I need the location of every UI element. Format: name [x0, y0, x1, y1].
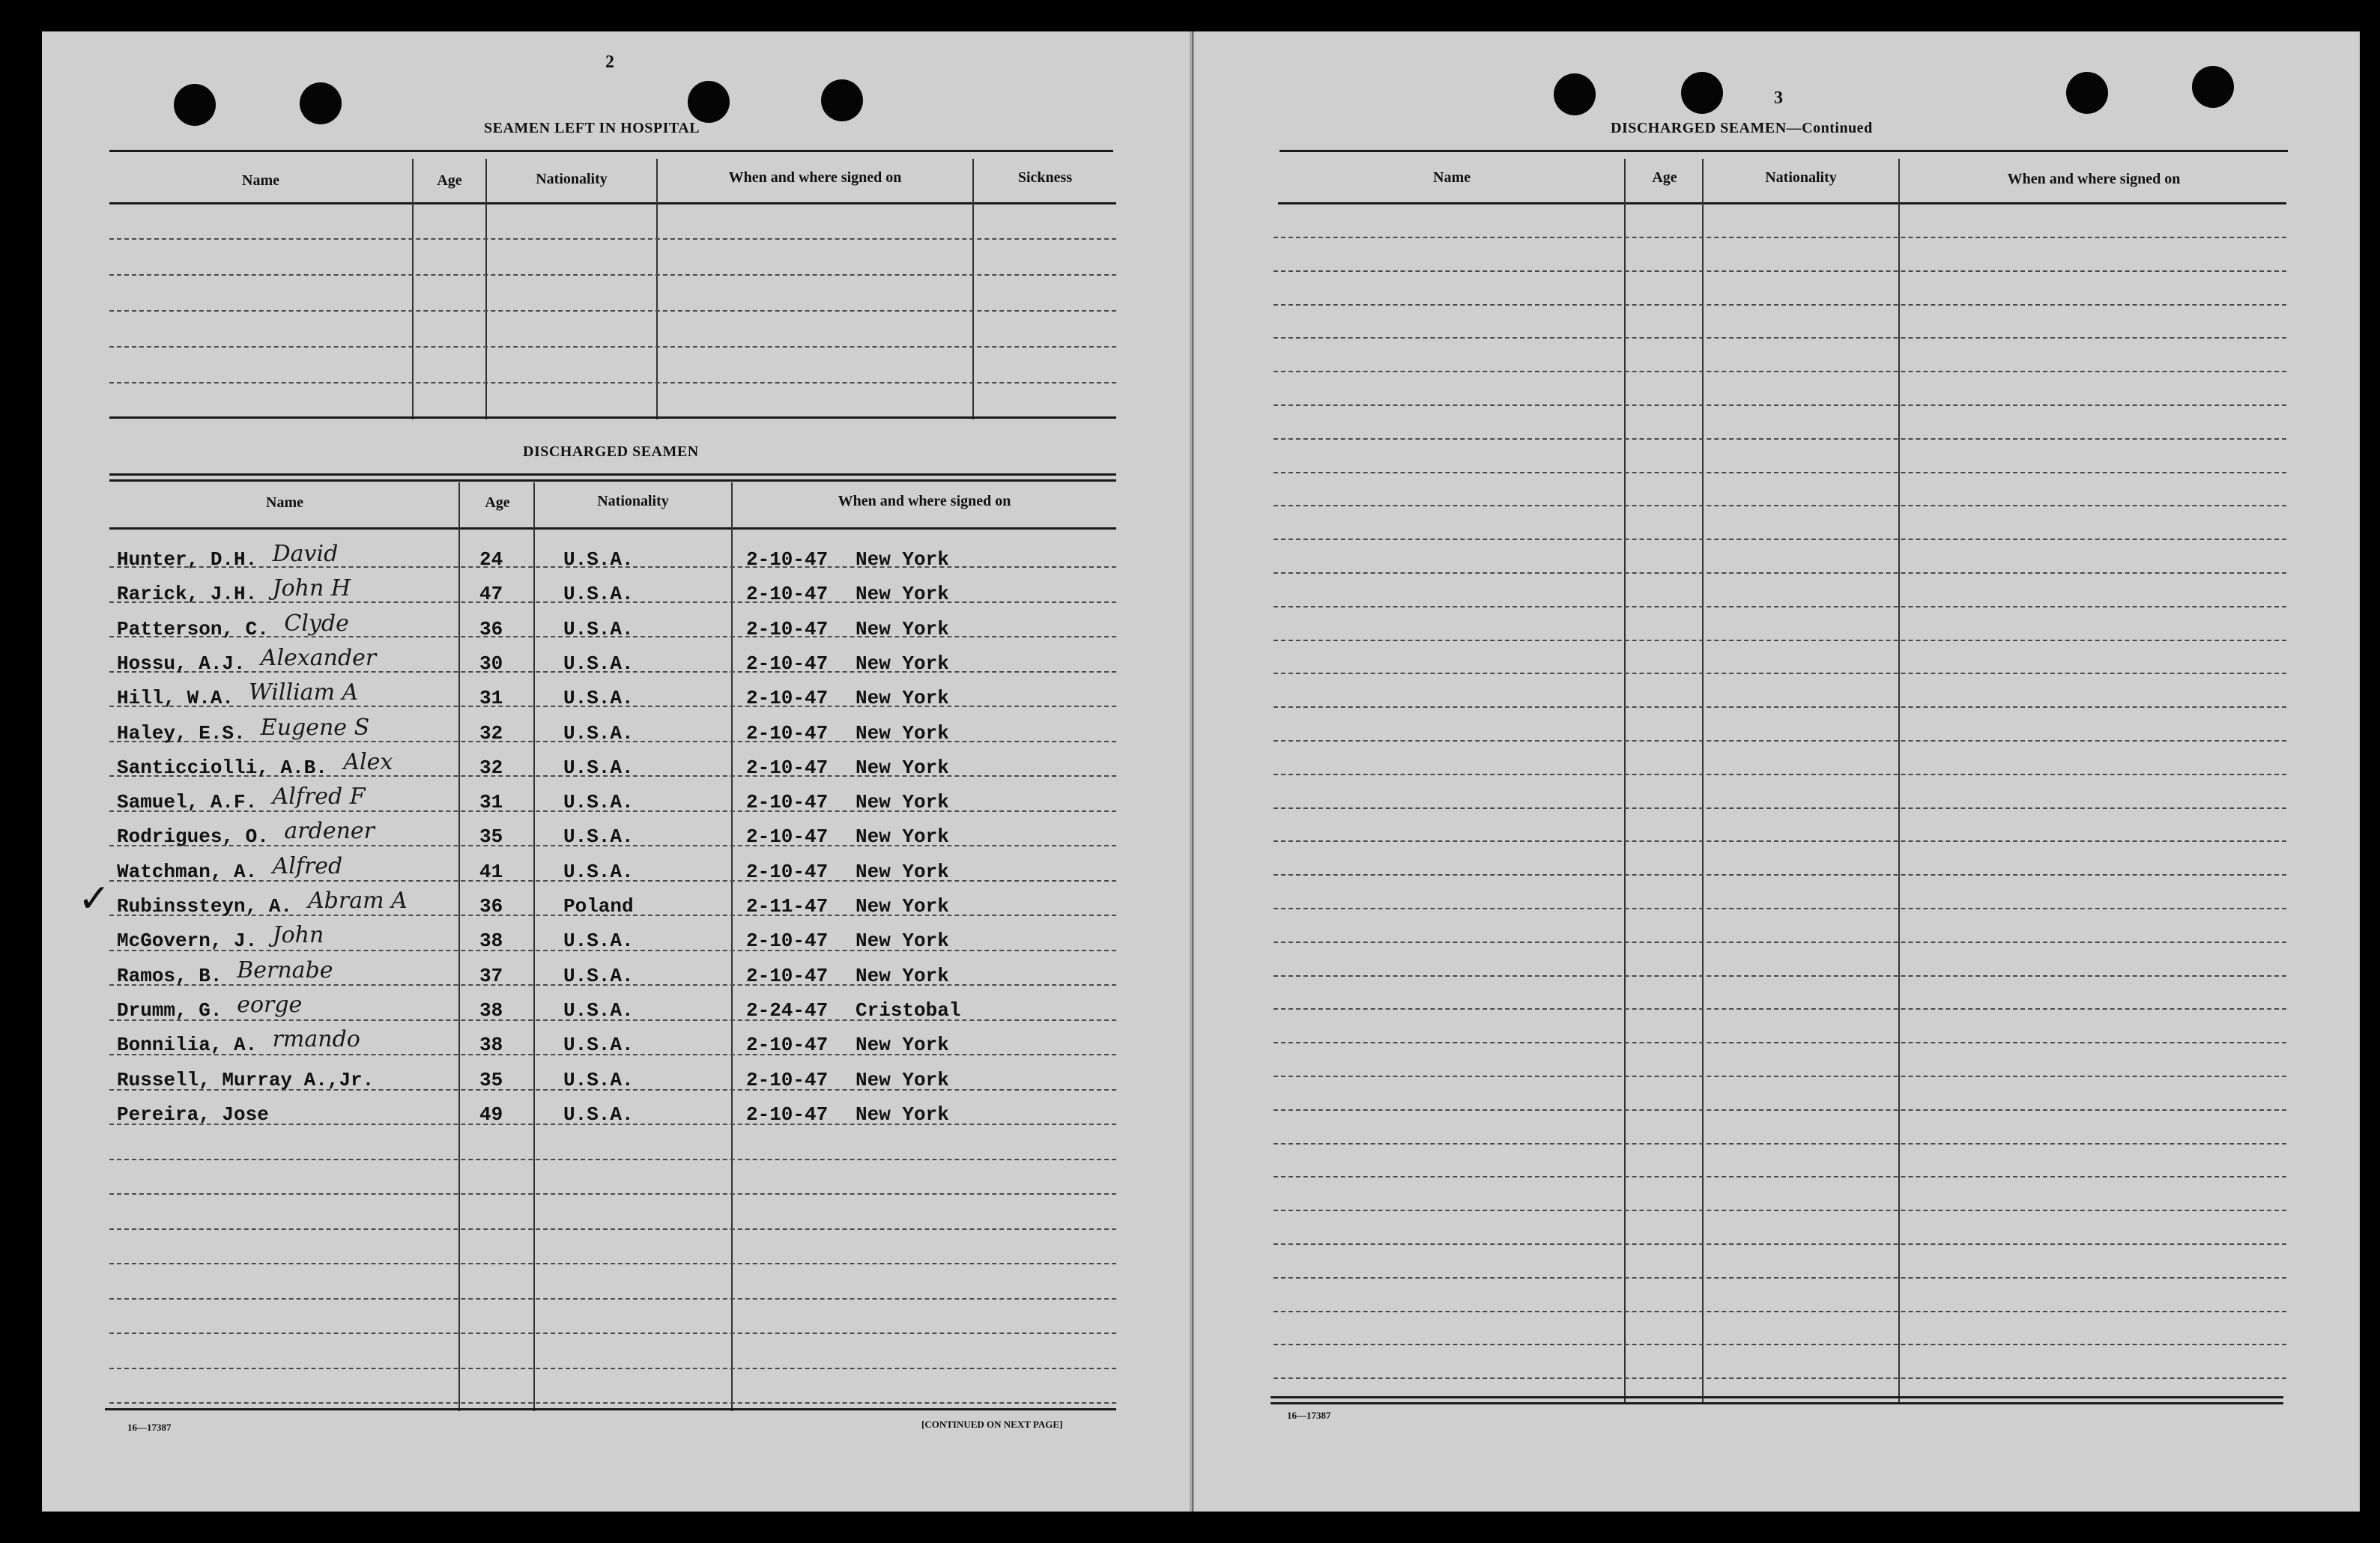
seaman-name: Watchman, A.	[117, 860, 258, 883]
seaman-signed-place: New York	[856, 617, 949, 640]
seaman-handwritten-name: William A	[249, 679, 359, 706]
right-bottom-rule	[1271, 1396, 2283, 1398]
seaman-signed-date: 2-10-47	[746, 652, 829, 675]
seaman-age: 35	[479, 1068, 503, 1091]
right-row-line	[1274, 774, 2286, 777]
seaman-signed-place: New York	[856, 1034, 949, 1057]
right-row-line	[1274, 1076, 2286, 1079]
seaman-age: 32	[479, 721, 503, 745]
right-vline	[1624, 159, 1626, 1404]
right-vline	[1898, 159, 1900, 1404]
right-row-line	[1274, 1109, 2286, 1112]
right-row-line	[1274, 438, 2286, 441]
seaman-handwritten-name: Alex	[343, 748, 393, 775]
right-row-line	[1274, 1143, 2286, 1146]
punch-hole	[2066, 72, 2108, 114]
right-vline	[1702, 159, 1704, 1404]
seaman-nationality: U.S.A.	[563, 583, 634, 606]
seaman-age: 47	[479, 583, 503, 606]
seaman-nationality: U.S.A.	[563, 687, 634, 710]
page-number-left: 2	[605, 52, 614, 72]
seaman-signed-place: New York	[856, 825, 949, 849]
hospital-header-rule	[109, 202, 1116, 204]
right-title-suffix: —Continued	[1786, 120, 1873, 136]
seaman-signed-place: New York	[856, 964, 949, 987]
seaman-handwritten-name: Alfred	[272, 852, 343, 879]
right-row-line	[1274, 740, 2286, 743]
seaman-nationality: U.S.A.	[563, 1103, 634, 1126]
discharged-row-line	[109, 1228, 1116, 1231]
seaman-nationality: U.S.A.	[563, 825, 634, 849]
seaman-handwritten-name: ardener	[284, 818, 375, 845]
seaman-signed-place: New York	[856, 895, 949, 918]
seaman-nationality: U.S.A.	[563, 791, 634, 814]
hospital-vline	[656, 159, 658, 419]
right-col-name: Name	[1433, 169, 1471, 186]
right-row-line	[1274, 1311, 2286, 1314]
right-row-line	[1274, 975, 2286, 978]
hospital-title: SEAMEN LEFT IN HOSPITAL	[484, 120, 700, 136]
footer-continued: [CONTINUED ON NEXT PAGE]	[921, 1419, 1063, 1430]
hospital-vline	[485, 159, 487, 419]
discharged-top-rule	[109, 473, 1116, 476]
right-bottom-rule-2	[1271, 1402, 2283, 1404]
discharged-col-signed: When and where signed on	[838, 493, 1011, 509]
seaman-age: 30	[479, 652, 503, 675]
seaman-age: 37	[479, 964, 503, 987]
discharged-col-nationality: Nationality	[597, 493, 669, 509]
punch-hole	[300, 82, 342, 124]
seaman-signed-place: Cristobal	[856, 998, 961, 1022]
hospital-col-name: Name	[242, 172, 279, 189]
seaman-name: McGovern, J.	[117, 930, 258, 953]
page-number-right: 3	[1774, 88, 1783, 108]
discharged-row-line	[109, 1193, 1116, 1196]
seaman-handwritten-name: Abram A	[308, 888, 408, 914]
page-fold	[1190, 31, 1193, 1512]
seaman-handwritten-name: Clyde	[284, 610, 349, 637]
right-row-line	[1274, 270, 2286, 273]
seaman-age: 41	[479, 860, 503, 883]
seaman-age: 38	[479, 1034, 503, 1057]
seaman-nationality: U.S.A.	[563, 721, 634, 745]
seaman-nationality: U.S.A.	[563, 756, 634, 779]
punch-hole	[2192, 66, 2234, 108]
discharged-top-rule-2	[109, 479, 1116, 482]
seaman-signed-place: New York	[856, 583, 949, 606]
right-row-line	[1274, 908, 2286, 911]
seaman-name: Samuel, A.F.	[117, 791, 258, 814]
hospital-row-line	[109, 346, 1116, 349]
seaman-nationality: U.S.A.	[563, 1068, 634, 1091]
right-row-line	[1274, 472, 2286, 475]
right-row-line	[1274, 1008, 2286, 1011]
seaman-handwritten-name: John	[272, 922, 324, 949]
right-row-line	[1274, 1377, 2286, 1380]
discharged-row-line	[109, 1402, 1116, 1405]
seaman-nationality: U.S.A.	[563, 964, 634, 987]
discharged-row-line	[109, 1159, 1116, 1162]
seaman-name: Drumm, G.	[117, 998, 222, 1022]
seaman-signed-date: 2-10-47	[746, 860, 829, 883]
hospital-row-line	[109, 310, 1116, 313]
seaman-handwritten-name: Eugene S	[260, 714, 370, 741]
right-row-line	[1274, 371, 2286, 374]
right-row-line	[1274, 807, 2286, 810]
seaman-name: Pereira, Jose	[117, 1103, 269, 1126]
hospital-vline	[972, 159, 974, 419]
seaman-signed-date: 2-10-47	[746, 1103, 829, 1126]
discharged-vline	[533, 482, 535, 1411]
seaman-signed-place: New York	[856, 930, 949, 953]
right-row-line	[1274, 1243, 2286, 1246]
seaman-signed-place: New York	[856, 687, 949, 710]
hospital-col-sickness: Sickness	[1017, 169, 1073, 186]
discharged-row-line	[109, 1298, 1116, 1301]
seaman-name: Santicciolli, A.B.	[117, 756, 327, 779]
discharged-row-line	[109, 1368, 1116, 1371]
seaman-age: 32	[479, 756, 503, 779]
hospital-top-rule	[109, 150, 1113, 152]
seaman-signed-date: 2-11-47	[746, 895, 829, 918]
seaman-name: Haley, E.S.	[117, 721, 246, 745]
right-col-signed: When and where signed on	[2007, 171, 2181, 187]
seaman-signed-place: New York	[856, 1103, 949, 1126]
punch-hole	[688, 81, 730, 123]
hospital-row-line	[109, 238, 1116, 241]
hospital-bottom-rule	[109, 416, 1116, 419]
right-row-line	[1274, 337, 2286, 340]
seaman-name: Rodrigues, O.	[117, 825, 269, 849]
seaman-handwritten-name: rmando	[272, 1026, 360, 1053]
discharged-row-line	[109, 1333, 1116, 1336]
discharged-row-line	[109, 1263, 1116, 1266]
seaman-signed-date: 2-10-47	[746, 756, 829, 779]
hospital-row-line	[109, 274, 1116, 277]
right-row-line	[1274, 640, 2286, 643]
right-row-line	[1274, 1042, 2286, 1045]
discharged-vline	[731, 482, 733, 1411]
seaman-signed-date: 2-10-47	[746, 1068, 829, 1091]
hospital-vline	[412, 159, 414, 419]
seaman-signed-place: New York	[856, 1068, 949, 1091]
right-page	[1193, 31, 2360, 1512]
right-row-line	[1274, 237, 2286, 240]
right-row-line	[1274, 1176, 2286, 1179]
hospital-col-nationality: Nationality	[536, 171, 608, 187]
seaman-age: 38	[479, 930, 503, 953]
seaman-age: 31	[479, 687, 503, 710]
right-row-line	[1274, 1210, 2286, 1213]
seaman-nationality: U.S.A.	[563, 617, 634, 640]
seaman-handwritten-name: Alfred F	[272, 783, 366, 810]
right-row-line	[1274, 404, 2286, 407]
right-row-line	[1274, 304, 2286, 307]
punch-hole	[1554, 73, 1596, 115]
seaman-signed-place: New York	[856, 652, 949, 675]
footer-form-number-left: 16—17387	[127, 1422, 172, 1433]
seaman-nationality: U.S.A.	[563, 998, 634, 1022]
seaman-signed-date: 2-10-47	[746, 791, 829, 814]
discharged-bottom-rule	[105, 1408, 1116, 1410]
seaman-age: 38	[479, 998, 503, 1022]
seaman-nationality: U.S.A.	[563, 860, 634, 883]
right-row-line	[1274, 942, 2286, 945]
footer-form-number-right: 16—17387	[1287, 1410, 1331, 1421]
punch-hole	[1681, 72, 1723, 114]
hospital-col-age: Age	[437, 172, 462, 189]
seaman-nationality: U.S.A.	[563, 930, 634, 953]
seaman-age: 31	[479, 791, 503, 814]
seaman-name: Russell, Murray A.,Jr.	[117, 1068, 375, 1091]
seaman-age: 35	[479, 825, 503, 849]
discharged-col-age: Age	[485, 494, 510, 511]
seaman-nationality: U.S.A.	[563, 548, 634, 571]
right-col-age: Age	[1652, 169, 1677, 186]
seaman-name: Hossu, A.J.	[117, 652, 246, 675]
seaman-signed-place: New York	[856, 548, 949, 571]
seaman-signed-place: New York	[856, 791, 949, 814]
seaman-handwritten-name: Alexander	[260, 644, 377, 671]
seaman-signed-date: 2-10-47	[746, 583, 829, 606]
seaman-handwritten-name: David	[272, 541, 339, 567]
seaman-signed-date: 2-10-47	[746, 617, 829, 640]
seaman-nationality: Poland	[563, 895, 634, 918]
discharged-vline	[458, 482, 460, 1411]
seaman-handwritten-name: John H	[272, 575, 351, 602]
right-row-line	[1274, 673, 2286, 676]
seaman-signed-place: New York	[856, 860, 949, 883]
right-row-line	[1274, 1344, 2286, 1347]
seaman-age: 24	[479, 548, 503, 571]
right-row-line	[1274, 505, 2286, 508]
right-title	[1611, 120, 1873, 137]
seaman-nationality: U.S.A.	[563, 1034, 634, 1057]
seaman-name: Bonnilia, A.	[117, 1034, 258, 1057]
right-col-nationality: Nationality	[1765, 169, 1837, 186]
seaman-name: Hunter, D.H.	[117, 548, 258, 571]
seaman-signed-date: 2-10-47	[746, 825, 829, 849]
check-mark: ✓	[78, 876, 111, 921]
right-row-line	[1274, 606, 2286, 609]
right-title-main: DISCHARGED SEAMEN	[1611, 120, 1787, 136]
discharged-header-rule	[109, 527, 1116, 530]
right-row-line	[1274, 840, 2286, 843]
seaman-signed-date: 2-24-47	[746, 998, 829, 1022]
seaman-signed-date: 2-10-47	[746, 687, 829, 710]
hospital-col-signed: When and where signed on	[728, 169, 902, 186]
seaman-signed-date: 2-10-47	[746, 548, 829, 571]
seaman-signed-date: 2-10-47	[746, 721, 829, 745]
seaman-signed-date: 2-10-47	[746, 930, 829, 953]
right-row-line	[1274, 1277, 2286, 1280]
seaman-signed-place: New York	[856, 756, 949, 779]
seaman-age: 49	[479, 1103, 503, 1126]
seaman-name: Ramos, B.	[117, 964, 222, 987]
seaman-name: Hill, W.A.	[117, 687, 234, 710]
punch-hole	[821, 79, 863, 121]
seaman-handwritten-name: Bernabe	[237, 957, 333, 983]
right-row-line	[1274, 572, 2286, 575]
right-row-line	[1274, 539, 2286, 542]
seaman-handwritten-name: eorge	[237, 991, 303, 1018]
hospital-row-line	[109, 382, 1116, 385]
seaman-signed-place: New York	[856, 721, 949, 745]
discharged-title: DISCHARGED SEAMEN	[523, 443, 699, 460]
seaman-name: Rubinssteyn, A.	[117, 895, 293, 918]
discharged-col-name: Name	[266, 494, 303, 511]
right-header-rule	[1278, 202, 2286, 204]
seaman-age: 36	[479, 895, 503, 918]
seaman-nationality: U.S.A.	[563, 652, 634, 675]
seaman-signed-date: 2-10-47	[746, 964, 829, 987]
punch-hole	[174, 84, 216, 126]
right-top-rule	[1280, 150, 2288, 152]
right-row-line	[1274, 706, 2286, 709]
seaman-name: Patterson, C.	[117, 617, 269, 640]
seaman-signed-date: 2-10-47	[746, 1034, 829, 1057]
seaman-name: Rarick, J.H.	[117, 583, 258, 606]
right-row-line	[1274, 874, 2286, 877]
seaman-age: 36	[479, 617, 503, 640]
